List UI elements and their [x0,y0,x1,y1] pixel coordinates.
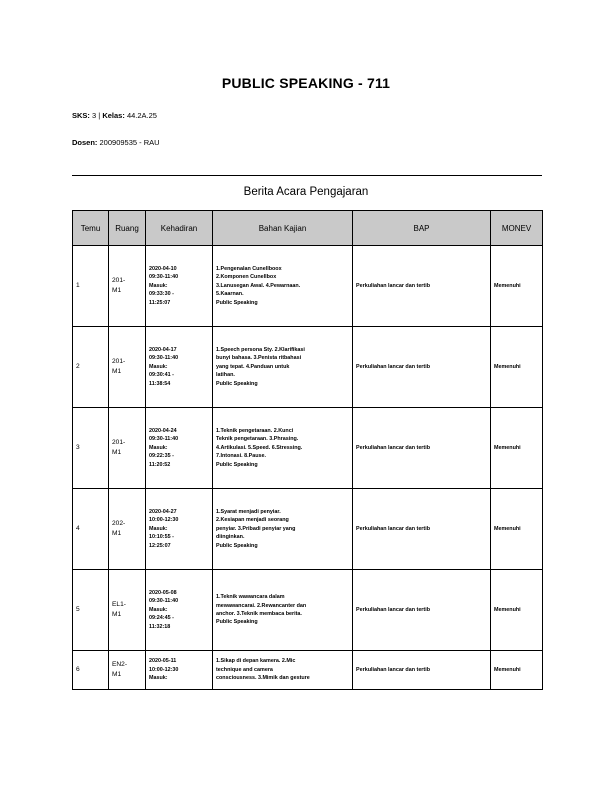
monev-cell: Memenuhi [491,651,543,690]
ruang-line: M1 [112,368,122,375]
kehadiran-line: Masuk: [149,363,168,370]
bahan-kajian-cell [213,327,353,408]
kehadiran-line: Masuk: [149,282,168,289]
kehadiran-line: 09:30:41 - [149,372,174,379]
kehadiran-line: 11:20:52 [149,461,171,468]
kehadiran-line: 09:22:35 - [149,453,174,460]
kehadiran-line: 11:32:18 [149,623,171,630]
bahan-line: 1.Speech persona Sty. 2.Klarifikasi [216,347,305,354]
dosen-value: 200909535 - RAU [99,138,160,147]
ruang-line: EL1- [112,601,126,609]
column-header-temu: Temu [73,211,109,246]
monev-cell: Memenuhi [491,327,543,408]
kehadiran-line: 09:30-11:40 [149,355,179,362]
ruang-cell [109,327,146,408]
column-header-bap: BAP [353,211,491,246]
page-title: PUBLIC SPEAKING - 711 [221,75,391,91]
bahan-line: Public Speaking [216,461,258,468]
table-row [73,246,543,327]
kehadiran-line: 12:25:07 [149,542,171,549]
table-row [73,327,543,408]
ruang-line: 201- [112,358,126,366]
kehadiran-line: 10:10:55 - [149,534,174,541]
kehadiran-line: 11:25:07 [149,299,171,306]
bahan-line: 1.Pengenalan Cunellboox [216,266,282,273]
bahan-kajian-cell [213,489,353,570]
column-header-monev: MONEV [491,211,543,246]
bahan-kajian-cell [213,408,353,489]
course-meta-dosen [72,138,160,147]
bahan-line: 7.Intonasi. 8.Pause. [216,453,267,460]
ruang-cell [109,489,146,570]
table-row [73,408,543,489]
sks-value: 3 [92,111,97,120]
table-header-row [73,211,543,246]
bahan-line: Public Speaking [216,299,258,306]
temu-cell: 1 [73,246,109,327]
ruang-cell [109,246,146,327]
kehadiran-cell [146,408,213,489]
bap-cell: Perkuliahan lancar dan tertib [353,408,491,489]
bahan-line: latihan. [216,372,235,379]
bap-cell: Perkuliahan lancar dan tertib [353,327,491,408]
kehadiran-line: Masuk: [149,444,168,451]
sks-label: SKS: [72,111,90,120]
bahan-kajian-cell [213,651,353,690]
meta-separator: | [98,111,101,120]
section-divider [72,175,542,176]
ruang-line: M1 [112,287,122,294]
bahan-line: 1.Teknik pengetaraan. 2.Kunci [216,428,294,435]
bap-cell: Perkuliahan lancar dan tertib [353,570,491,651]
monev-cell: Memenuhi [491,489,543,570]
temu-cell: 6 [73,651,109,690]
bap-cell: Perkuliahan lancar dan tertib [353,246,491,327]
column-header-kehadiran: Kehadiran [146,211,213,246]
monev-cell: Memenuhi [491,408,543,489]
kehadiran-line: 2020-04-17 [149,347,177,354]
bahan-line: 1.Syarat menjadi penyiar. [216,509,281,516]
ruang-line: M1 [112,611,122,618]
ruang-line: EN2- [112,661,128,669]
temu-cell: 2 [73,327,109,408]
ruang-line: M1 [112,530,122,537]
kehadiran-line: 2020-04-27 [149,509,177,516]
bahan-line: bunyi bahasa. 3.Penista ritbahasi [216,355,302,362]
kehadiran-line: Masuk: [149,606,168,613]
bap-cell: Perkuliahan lancar dan tertib [353,489,491,570]
bahan-line: 5.Kaarnan. [216,291,244,298]
ruang-cell [109,408,146,489]
ruang-line: 201- [112,439,126,447]
kehadiran-line: 2020-04-10 [149,266,177,273]
kehadiran-line: 10:00-12:30 [149,517,179,524]
table-row [73,489,543,570]
table-row [73,570,543,651]
bahan-line: 1.Teknik wawancara dalam [216,594,285,601]
bahan-line: 2.Kesiapan menjadi seorang [216,517,289,524]
temu-cell: 3 [73,408,109,489]
kehadiran-cell [146,489,213,570]
kelas-label: Kelas: [102,111,125,120]
kehadiran-line: 2020-05-11 [149,658,177,665]
kehadiran-line: 09:33:30 - [149,291,174,298]
course-meta-sks-kelas [72,111,157,120]
bahan-line: 3.Lanusegan Awal. 4.Pewarnaan. [216,282,301,289]
ruang-cell [109,570,146,651]
dosen-label: Dosen: [72,138,98,147]
kehadiran-line: Masuk: [149,525,168,532]
bahan-line: 4.Artikulasi. 5.Speed. 6.Stressing. [216,444,303,451]
bahan-line: technique and camera [216,666,273,673]
kehadiran-line: 2020-05-08 [149,590,177,597]
bahan-line: Teknik pengetaraan. 3.Phrasing. [216,436,299,443]
bap-table [72,210,543,690]
bahan-line: yang tepat. 4.Panduan untuk [216,363,290,370]
temu-cell: 5 [73,570,109,651]
kehadiran-line: 2020-04-24 [149,428,177,435]
kehadiran-cell [146,246,213,327]
bahan-line: 2.Komponen Cunellbox [216,274,277,281]
bahan-line: penyiar. 3.Pribadi penyiar yang [216,525,296,532]
kehadiran-line: Masuk: [149,675,168,682]
monev-cell: Memenuhi [491,570,543,651]
section-title: Berita Acara Pengajaran [243,186,369,198]
bahan-kajian-cell [213,570,353,651]
kehadiran-cell [146,327,213,408]
bahan-line: Public Speaking [216,619,258,626]
ruang-line: M1 [112,449,122,456]
bap-cell: Perkuliahan lancar dan tertib [353,651,491,690]
kehadiran-line: 09:30-11:40 [149,436,179,443]
ruang-line: 202- [112,520,126,528]
kelas-value: 44.2A.25 [126,111,157,120]
kehadiran-line: 09:24:45 - [149,615,174,622]
bahan-line: diinginkan. [216,534,245,541]
bahan-line: 1.Sikap di depan kamera. 2.Mic [216,658,296,665]
table-row [73,651,543,690]
kehadiran-line: 09:30-11:40 [149,598,179,605]
bahan-line: Public Speaking [216,542,258,549]
bahan-kajian-cell [213,246,353,327]
column-header-ruang: Ruang [109,211,146,246]
bahan-line: anchor. 3.Teknik membaca berita. [216,611,302,617]
kehadiran-line: 11:38:54 [149,380,171,387]
monev-cell: Memenuhi [491,246,543,327]
bahan-line: consciousness. 3.Mimik dan gesture [216,675,310,682]
ruang-line: 201- [112,277,126,285]
ruang-line: M1 [112,671,122,678]
kehadiran-line: 10:00-12:30 [149,666,179,673]
kehadiran-line: 09:30-11:40 [149,274,179,281]
bahan-line: Public Speaking [216,380,258,387]
bahan-line: mewawancarai. 2.Rewancanter dan [216,602,307,609]
kehadiran-cell [146,651,213,690]
column-header-bahan-kajian: Bahan Kajian [213,211,353,246]
kehadiran-cell [146,570,213,651]
ruang-cell [109,651,146,690]
temu-cell: 4 [73,489,109,570]
